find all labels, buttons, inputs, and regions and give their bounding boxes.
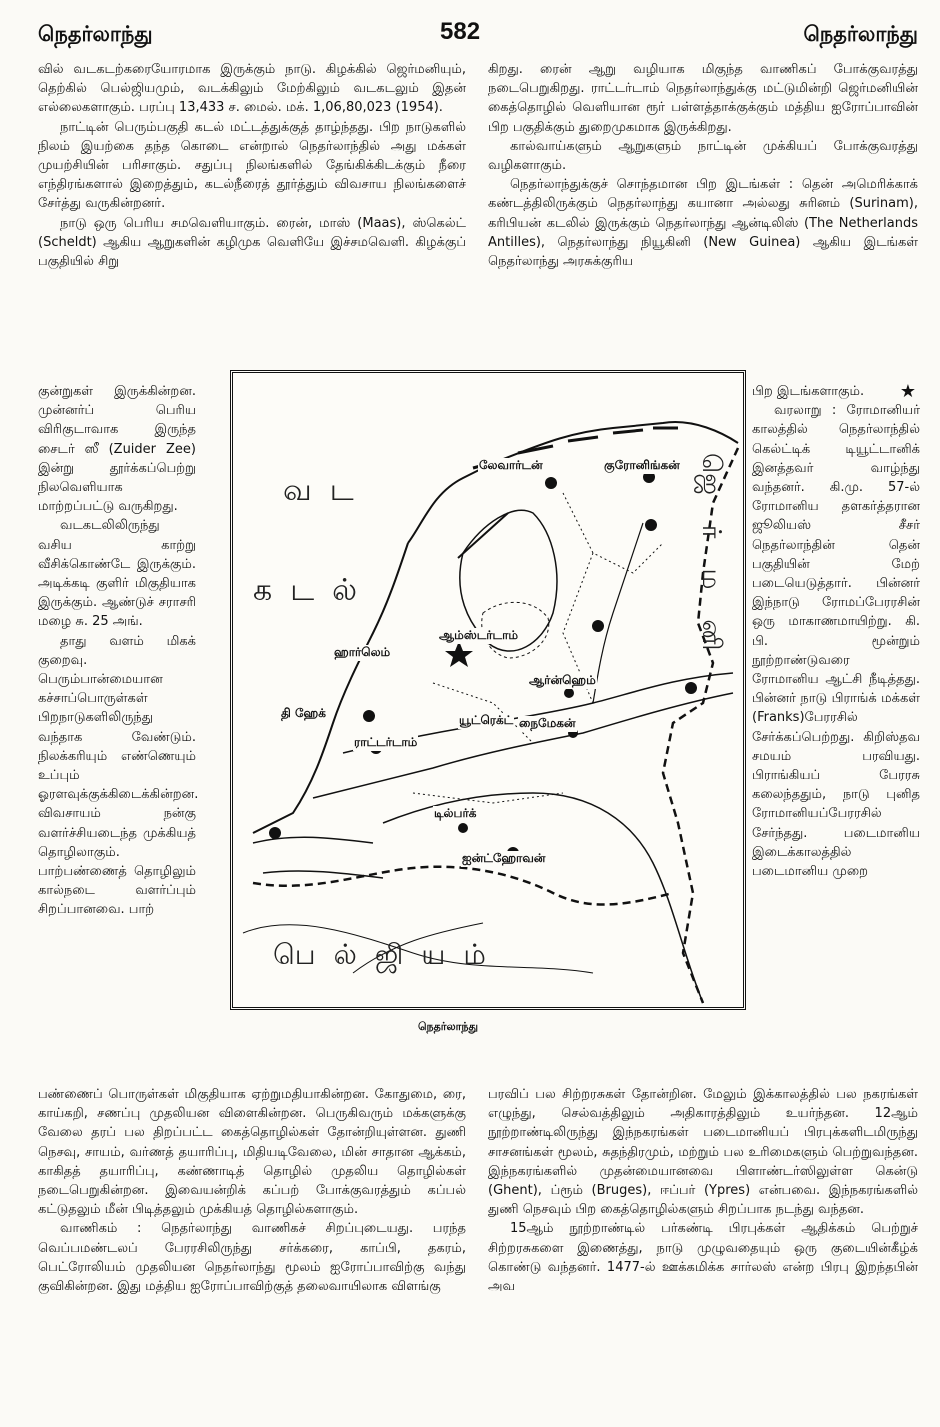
- paragraph-tail: பிற இடங்களாகும்.: [752, 384, 865, 399]
- right-column-top: [488, 60, 918, 271]
- paragraph: தாது வளம் மிகக் குறைவு. பெரும்பான்மையான கச்சாப்பொருள்கள் பிறநாடுகளிலிருந்து வந்தாக வேண்டும். நிலக்கரியும் எண்ணெயும் உப்பும் ஓரளவுக்குக்கிடைக்கின்றன. விவசாயம் நன்கு வளர்ச்சியடைந்த முக்கியத் தொழிலாகும். பாற்பண்ணைத் தொழிலும் கால்நடை வளர்ப்பும் சிறப்பானவை. பாற்: [38, 633, 199, 918]
- paragraph-history: வரலாறு : ரோமானியர் காலத்தில் நெதர்லாந்தில் கெல்ட்டிக் டியூட்டானிக் இனத்தவர் வாழ்ந்து வந்தனர். கி.மு. 57-ல் ரோமானிய தளகர்த்தரான ஜூலியஸ் சீசர் நெதர்லாந்தின் தென் பகுதியின் மேற் படையெடுத்தார். பின்னர் இந்நாடு ரோமப்பேரரசின் ஒரு மாகாணமாயிற்று. கி. பி. மூன்றும் நூற்றாண்டுவரை ரோமானிய ஆட்சி நீடித்தது. பின்னர் நாடு பிராங்க் மக்கள் (Franks)பேரரசில் சேர்க்கப்பெற்றது. கிறிஸ்தவ சமயம் பரவியது. பிராங்கியப் பேரரசு கலைந்ததும், நாடு புனித ரோமானியப்பேரரசில் சேர்ந்தது. படைமானிய இடைக்காலத்தில் படைமானிய முறை: [752, 403, 920, 880]
- right-column-beside-map: [752, 382, 920, 881]
- city-label: ஐன்ட்ஹோவன்: [462, 851, 546, 865]
- amsterdam-star-icon: [445, 641, 473, 667]
- sea-label: வட: [283, 473, 372, 508]
- province-borders: [413, 493, 663, 803]
- paragraph: குன்றுகள் இருக்கின்றன. முன்னர்ப் பெரிய விரிகுடாவாக இருந்த சைடர் ஸீ (Zuider Zee) இன்று தூர்க்கப்பெற்று நிலவெளியாக மாற்றப்பட்டு வருகிறது.: [38, 384, 196, 515]
- running-header-right: நெதர்லாந்து: [803, 22, 918, 46]
- paragraph: நெதர்லாந்துக்குச் சொந்தமான பிற இடங்கள் : தென் அமெரிக்காக் கண்டத்திலிருக்கும் நெதர்லாந்து கயானா அல்லது சுரினம் (Surinam), கரிபியன் கடலில் இருக்கும் நெதர்லாந்து ஆன்டிலிஸ் (The Netherlands Antilles), நெதர்லாந்து நியூகினி (New Guinea) ஆகிய இடங்கள் நெதர்லாந்து அரசுக்குரிய: [488, 177, 918, 270]
- country-label-germany: ஜெர்மனி: [696, 453, 726, 681]
- city-label: நைமேகன்: [519, 716, 576, 730]
- city-label: ஆர்ன்ஹெம்: [529, 673, 596, 687]
- river-ijssel: [593, 523, 643, 703]
- city-label: குரோனிங்கன்: [604, 458, 680, 472]
- border-belgium: [253, 867, 673, 905]
- city-label: ஆம்ஸ்டர்டாம்: [439, 628, 519, 642]
- sea-label: கடல்: [253, 573, 375, 608]
- running-header-left: நெதர்லாந்து: [38, 22, 153, 46]
- city-label: யூட்ரெக்ட்: [459, 713, 514, 727]
- paragraph: கிறது. ரைன் ஆறு வழியாக மிகுந்த வாணிகப் போக்குவரத்து நடைபெறுகிறது. ராட்டர்டாம் நெதர்லாந்துக்கு மட்டுமின்றி ஜெர்மனியின் கைத்தொழில் வெளியான ரூர் பள்ளத்தாக்குக்கும் மத்திய ஐரோப்பாவின் பிற பகுதிக்கும் துறைமுகமாக இருக்கிறது.: [488, 62, 918, 135]
- paragraph: 15ஆம் நூற்றாண்டில் பர்கண்டி பிரபுக்கள் ஆதிக்கம் பெற்றுச் சிற்றரசுகளை இணைத்து, நாடு முழுவதையும் ஒரு குடையின்கீழ்க் கொண்டு வந்தனர். 1477-ல் ஊக்கமிக்க சார்லஸ் என்ற பிரபு இறந்தபின் அவ: [488, 1221, 918, 1295]
- scheldt-estuary: [253, 837, 383, 878]
- paragraph: நாடு ஒரு பெரிய சமவெளியாகும். ரைன், மாஸ் (Maas), ஸ்கெல்ட் (Scheldt) ஆகிய ஆறுகளின் கழிமுக வெளியே இச்சமவெளி. கிழக்குப் பகுதியில் சிறு: [38, 215, 466, 270]
- map-caption: நெதர்லாந்து: [418, 1020, 479, 1033]
- paragraph: வடகடலிலிருந்து வசிய காற்று வீசிக்கொண்டே இருக்கும். அடிக்கடி குளிர் மிகுதியாக இருக்கும். ஆண்டுச் சராசரி மழை சு. 25 அங்.: [38, 518, 196, 630]
- city-label: ராட்டர்டாம்: [354, 735, 418, 749]
- paragraph: பண்ணைப் பொருள்கள் மிகுதியாக ஏற்றுமதியாகின்றன. கோதுமை, ரை, காய்கறி, சணப்பு முதலியன விளைகின்றன. பெருகிவரும் மக்களுக்கு வேலை தரப் பல திறப்பட்ட கைத்தொழில்கள் தோன்றியுள்ளன. துணி நெசவு, சாயம், வர்ணத் தயாரிப்பு, மிதியடிவேலை, மின் சாதான ஆக்கம், காகிதத் தயாரிப்பு, கண்ணாடித் தொழில் முதலிய தொழில்கள் நடைபெறுகின்றன. இவையன்றிக் கப்பற் போக்குவரத்தும் கப்பல் கட்டுதலும் மீன் பிடித்தலும் முக்கியத் தொழில்களாகும்.: [38, 1087, 466, 1218]
- city-label: ஹார்லெம்: [334, 645, 391, 659]
- left-column-beside-map: [38, 382, 199, 920]
- star-icon: ★: [899, 381, 916, 402]
- paragraph: பரவிப் பல சிற்றரசுகள் தோன்றின. மேலும் இக்காலத்தில் பல நகரங்கள் எழுந்து, செல்வத்திலும் அதிகாரத்திலும் உயர்ந்தன. 12ஆம் நூற்றாண்டிலிருந்து இந்நகரங்கள் படைமானியப் பிரபுக்களிடமிருந்து சாசனங்கள் மூலம், சுதந்திரமும், மற்றும் பல உரிமைகளும் பெற்றுவந்தன. இந்நகரங்களில் முதன்மையானவை பிளாண்டர்ஸிலுள்ள கென்டு (Ghent), ப்ரூம் (Bruges), ஈப்பர் (Ypres) என்பவை. இந்நகரங்களில் துணி நெசவும் பிற கைத்தொழில்களும் சிறப்பாக நடந்து வந்தன.: [488, 1087, 918, 1218]
- city-label: தி ஹேக்: [281, 706, 326, 720]
- right-column-bottom: [488, 1085, 918, 1296]
- left-column-top: [38, 60, 466, 271]
- netherlands-map: [230, 370, 746, 1010]
- paragraph-trade: வாணிகம் : நெதர்லாந்து வாணிகச் சிறப்புடையது. பரந்த வெப்பமண்டலப் பேரரசிலிருந்து சர்க்கரை, காப்பி, தகரம், பெட்ரோலியம் முதலியன நெதர்லாந்து மூலம் ஐரோப்பாவிற்கு வந்து குவிகின்றன. இது மத்திய ஐரோப்பாவிற்குத் தலைவாயிலாக விளங்கு: [38, 1221, 466, 1295]
- city-label: லேவார்டன்: [479, 458, 543, 472]
- paragraph: கால்வாய்களும் ஆறுகளும் நாட்டின் முக்கியப் போக்குவரத்து வழிகளாகும்.: [488, 138, 918, 174]
- city-label: டில்பர்க்: [434, 806, 477, 820]
- dike: [458, 513, 508, 558]
- paragraph: நாட்டின் பெரும்பகுதி கடல் மட்டத்துக்குத் தாழ்ந்தது. பிற நாடுகளில் நிலம் இயற்கை தந்த கொடை என்றால் நெதர்லாந்தில் அது மக்கள் முயற்சியின் பரிசாகும். சதுப்பு நிலங்களில் தேங்கிக்கிடக்கும் நீரை எந்திரங்களால் இறைத்தும், கடல்நீரைத் தூர்த்தும் விவசாய நிலங்களைச் சேர்த்து வருகின்றனர்.: [38, 119, 466, 212]
- left-column-bottom: [38, 1085, 466, 1296]
- paragraph: [752, 382, 920, 401]
- country-label-belgium: பெல்ஜியம்: [273, 938, 504, 971]
- paragraph: வில் வடகடற்கரையோரமாக இருக்கும் நாடு. கிழக்கில் ஜெர்மனியும், தெற்கில் பெல்ஜியமும், வடக்கிலும் மேற்கிலும் வடகடலும் இதன் எல்லைகளாகும். பரப்பு 13,433 ச. மைல். மக். 1,06,80,023 (1954).: [38, 62, 466, 116]
- page-number: 582: [440, 18, 481, 45]
